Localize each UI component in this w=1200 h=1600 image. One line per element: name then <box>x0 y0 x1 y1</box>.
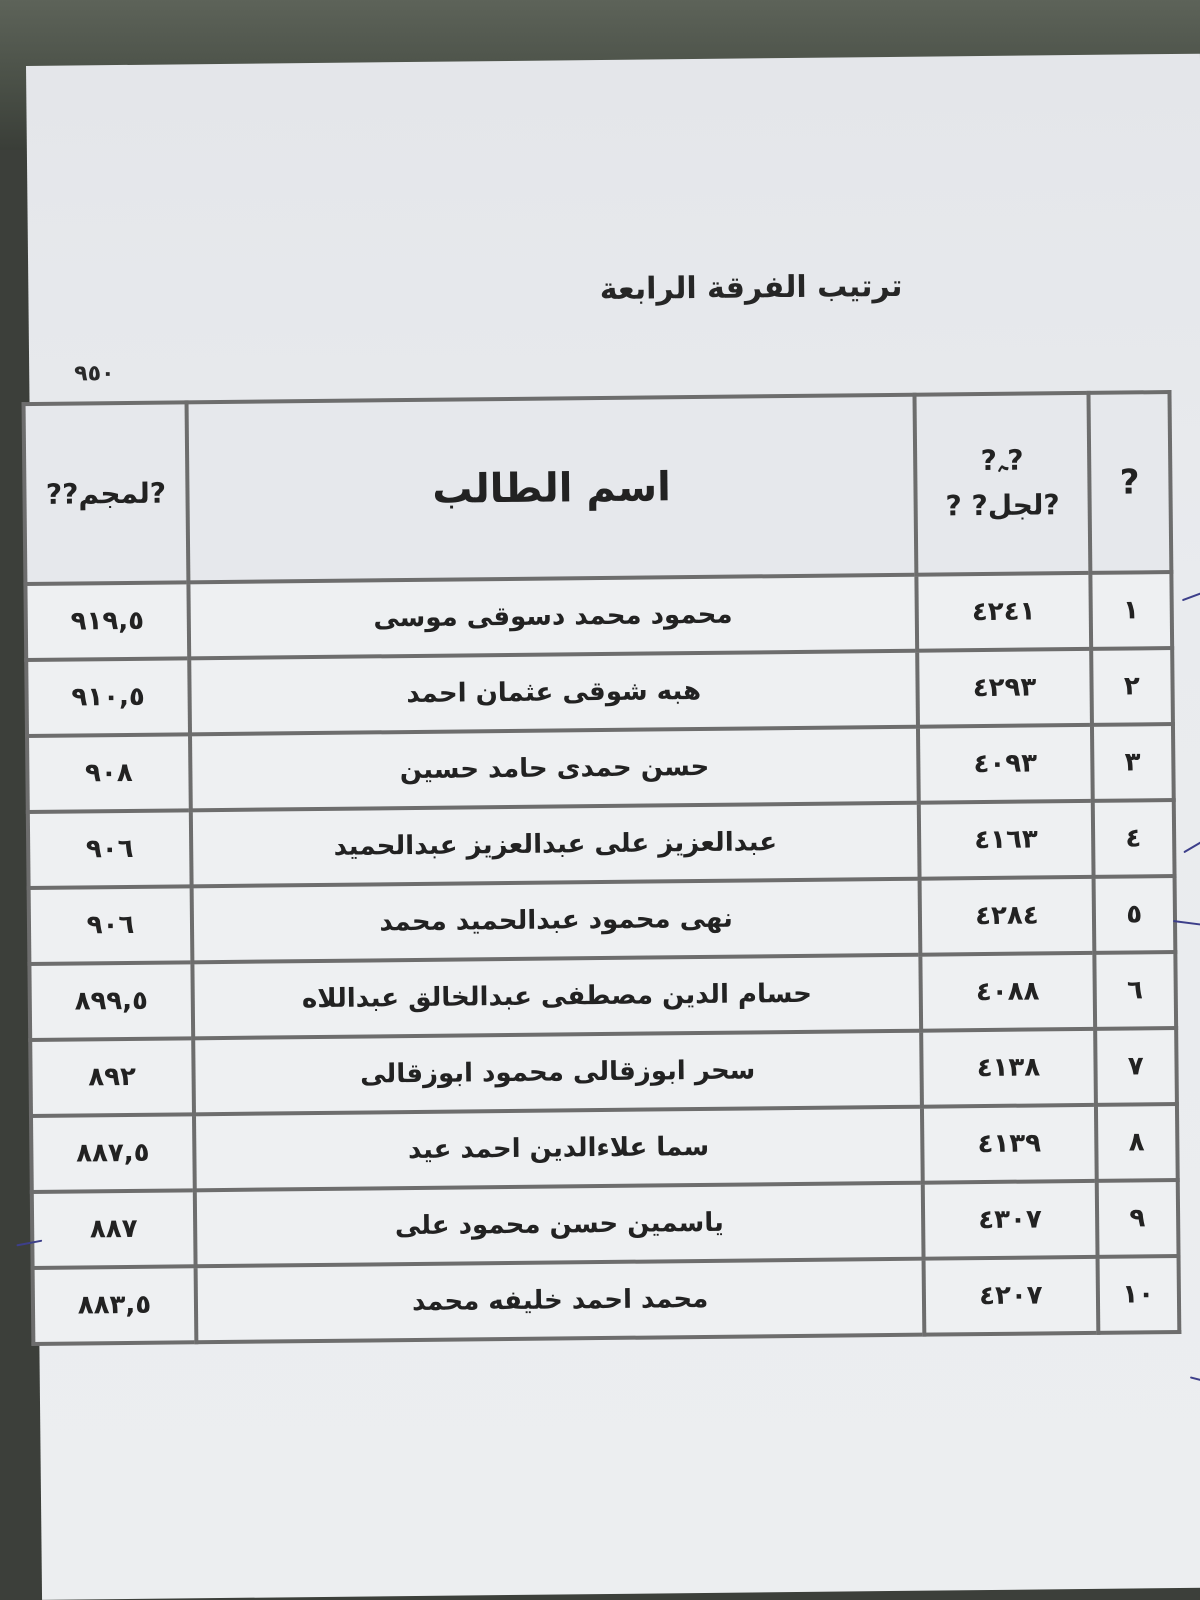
seat-number-cell: ٤٢٩٣ <box>918 649 1092 727</box>
table-header-row <box>24 392 1172 584</box>
header-student-name: اسم الطالب <box>187 395 917 583</box>
total-score-cell: ٩١٩,٥ <box>25 582 189 660</box>
header-rank: ? <box>1088 392 1171 573</box>
seat-number-cell: ٤٢٠٧ <box>924 1257 1098 1335</box>
table-row <box>28 800 1175 888</box>
table-row <box>27 724 1174 812</box>
seat-number-cell: ٤٢٨٤ <box>920 877 1094 955</box>
rank-cell: ٩ <box>1096 1180 1178 1257</box>
student-name-cell: ياسمين حسن محمود على <box>195 1183 924 1267</box>
seat-number-cell: ٤٠٩٣ <box>918 725 1092 803</box>
rank-cell: ٣ <box>1091 724 1173 801</box>
student-name-cell: سما علاءالدين احمد عيد <box>194 1107 923 1191</box>
student-name-cell: نهى محمود عبدالحميد محمد <box>192 879 921 963</box>
rank-cell: ٤ <box>1092 800 1174 877</box>
total-score-cell: ٨٨٧,٥ <box>31 1114 195 1192</box>
total-score-cell: ٨٨٣,٥ <box>33 1266 197 1344</box>
student-name-cell: حسام الدين مصطفى عبدالخالق عبداللاه <box>192 955 921 1039</box>
rank-cell: ٢ <box>1091 648 1173 725</box>
header-seat-line1: ?ﮧ? <box>980 443 1024 478</box>
max-total-score: ٩٥٠ <box>74 361 115 387</box>
header-seat-number <box>915 393 1090 575</box>
total-score-cell: ٨٩٢ <box>30 1038 194 1116</box>
total-score-cell: ٨٩٩,٥ <box>29 962 193 1040</box>
rank-cell: ١ <box>1090 572 1172 649</box>
student-name-cell: هبه شوقى عثمان احمد <box>189 651 918 735</box>
seat-number-cell: ٤١٣٩ <box>922 1105 1096 1183</box>
rank-cell: ٥ <box>1093 876 1175 953</box>
table-row <box>29 952 1176 1040</box>
pen-mark <box>1183 840 1200 853</box>
table-row <box>25 572 1172 660</box>
rank-cell: ٦ <box>1094 952 1176 1029</box>
total-score-cell: ٩٠٦ <box>29 886 193 964</box>
paper-sheet <box>26 54 1200 1600</box>
student-name-cell: سحر ابوزقالى محمود ابوزقالى <box>193 1031 922 1115</box>
pen-mark <box>1190 1376 1200 1383</box>
document-title: ترتيب الفرقة الرابعة <box>599 268 903 308</box>
table-row <box>26 648 1173 736</box>
student-name-cell: محمود محمد دسوقى موسى <box>188 575 917 659</box>
rank-cell: ٧ <box>1095 1028 1177 1105</box>
header-total: ?لمجم?? <box>24 402 189 584</box>
total-score-cell: ٩٠٨ <box>27 734 191 812</box>
rank-cell: ٨ <box>1095 1104 1177 1181</box>
table-row <box>31 1104 1178 1192</box>
seat-number-cell: ٤٢٤١ <box>917 573 1091 651</box>
total-score-cell: ٨٨٧ <box>32 1190 196 1268</box>
total-score-cell: ٩١٠,٥ <box>26 658 190 736</box>
table-row <box>32 1180 1179 1268</box>
seat-number-cell: ٤٠٨٨ <box>921 953 1095 1031</box>
ranking-table <box>22 390 1182 1346</box>
seat-number-cell: ٤١٦٣ <box>919 801 1093 879</box>
seat-number-cell: ٤١٣٨ <box>921 1029 1095 1107</box>
table-row <box>33 1256 1180 1344</box>
header-seat-line2: ?لجل? ? <box>945 488 1060 523</box>
student-name-cell: حسن حمدى حامد حسين <box>190 727 919 811</box>
table-row <box>29 876 1176 964</box>
seat-number-cell: ٤٣٠٧ <box>923 1181 1097 1259</box>
pen-mark <box>1182 592 1200 601</box>
table-row <box>30 1028 1177 1116</box>
total-score-cell: ٩٠٦ <box>28 810 192 888</box>
student-name-cell: محمد احمد خليفه محمد <box>196 1259 925 1343</box>
student-name-cell: عبدالعزيز على عبدالعزيز عبدالحميد <box>191 803 920 887</box>
rank-cell: ١٠ <box>1097 1256 1179 1333</box>
